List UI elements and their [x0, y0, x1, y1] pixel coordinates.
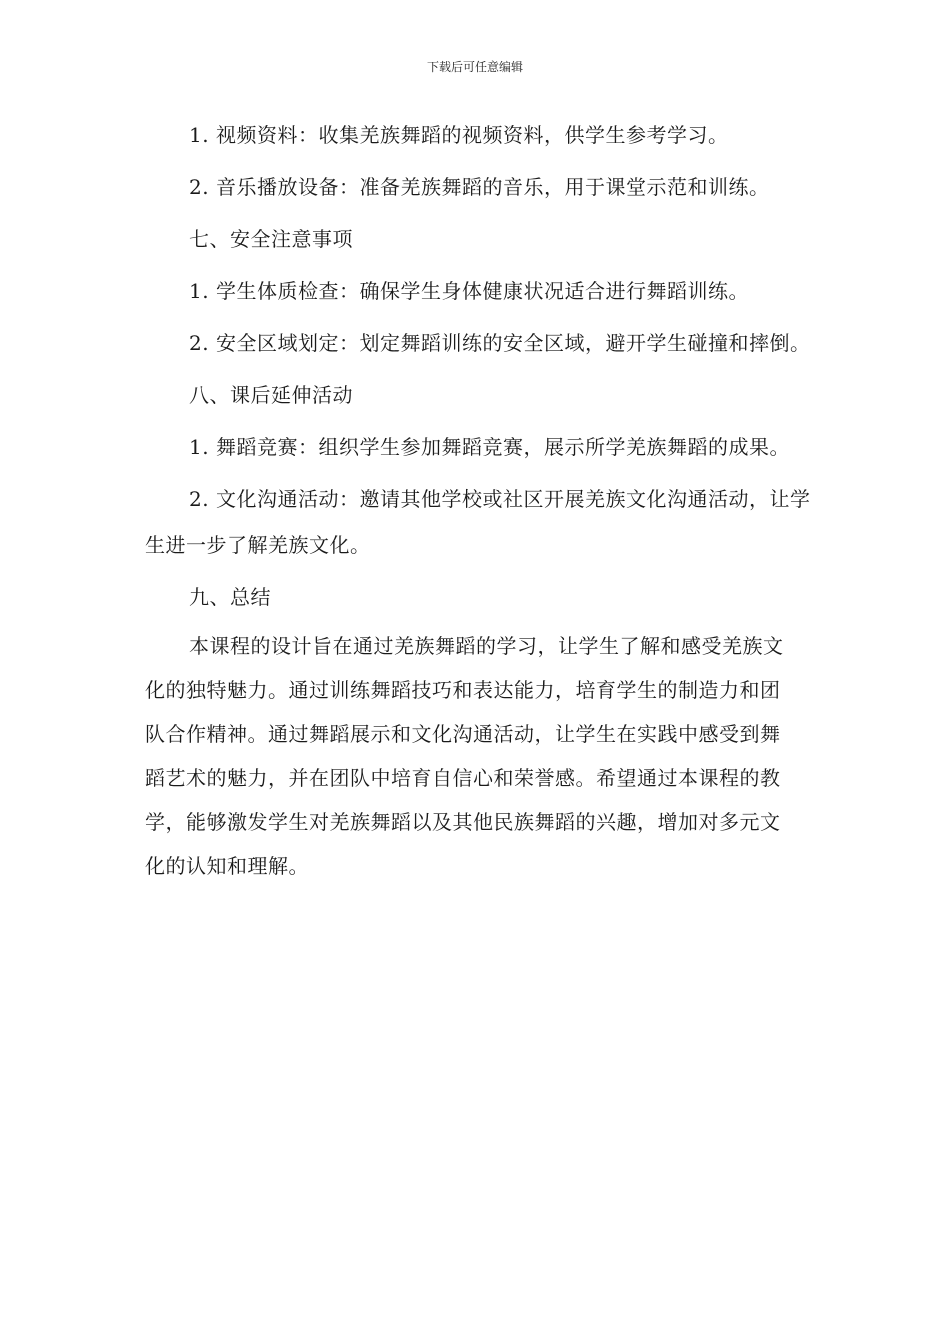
document-body — [145, 112, 815, 888]
paragraph-video-materials: 1. 视频资料：收集羌族舞蹈的视频资料，供学生参考学习。 — [189, 123, 729, 147]
paragraph-music-equipment: 2. 音乐播放设备：准备羌族舞蹈的音乐，用于课堂示范和训练。 — [189, 175, 770, 199]
paragraph-dance-competition: 1. 舞蹈竞赛：组织学生参加舞蹈竞赛，展示所学羌族舞蹈的成果。 — [189, 435, 790, 459]
page-header: 下载后可任意编辑 — [426, 60, 523, 74]
paragraph-health-check: 1. 学生体质检查：确保学生身体健康状况适合进行舞蹈训练。 — [189, 279, 749, 303]
paragraph-summary: 本课程的设计旨在通过羌族舞蹈的学习，让学生了解和感受羌族文化的独特魅力。通过训练舞蹈技巧和表达能力，培育学生的制造力和团队合作精神。通过舞蹈展示和文化沟通活动，让学生在实践中感受到舞蹈艺术的魅力，并在团队中培育自信心和荣誉感。希望通过本课程的教学，能够激发学生对羌族舞蹈以及其他民族舞蹈的兴趣，增加对多元文化的认知和理解。 — [145, 634, 784, 878]
paragraph-safe-area: 2. 安全区域划定：划定舞蹈训练的安全区域，避开学生碰撞和摔倒。 — [189, 331, 811, 355]
paragraph-cultural-exchange: 2. 文化沟通活动：邀请其他学校或社区开展羌族文化沟通活动，让学生进一步了解羌族文化。 — [145, 487, 811, 557]
section-heading-summary: 九、总结 — [189, 585, 271, 609]
section-heading-safety: 七、安全注意事项 — [189, 227, 353, 251]
section-heading-extension: 八、课后延伸活动 — [189, 383, 353, 407]
